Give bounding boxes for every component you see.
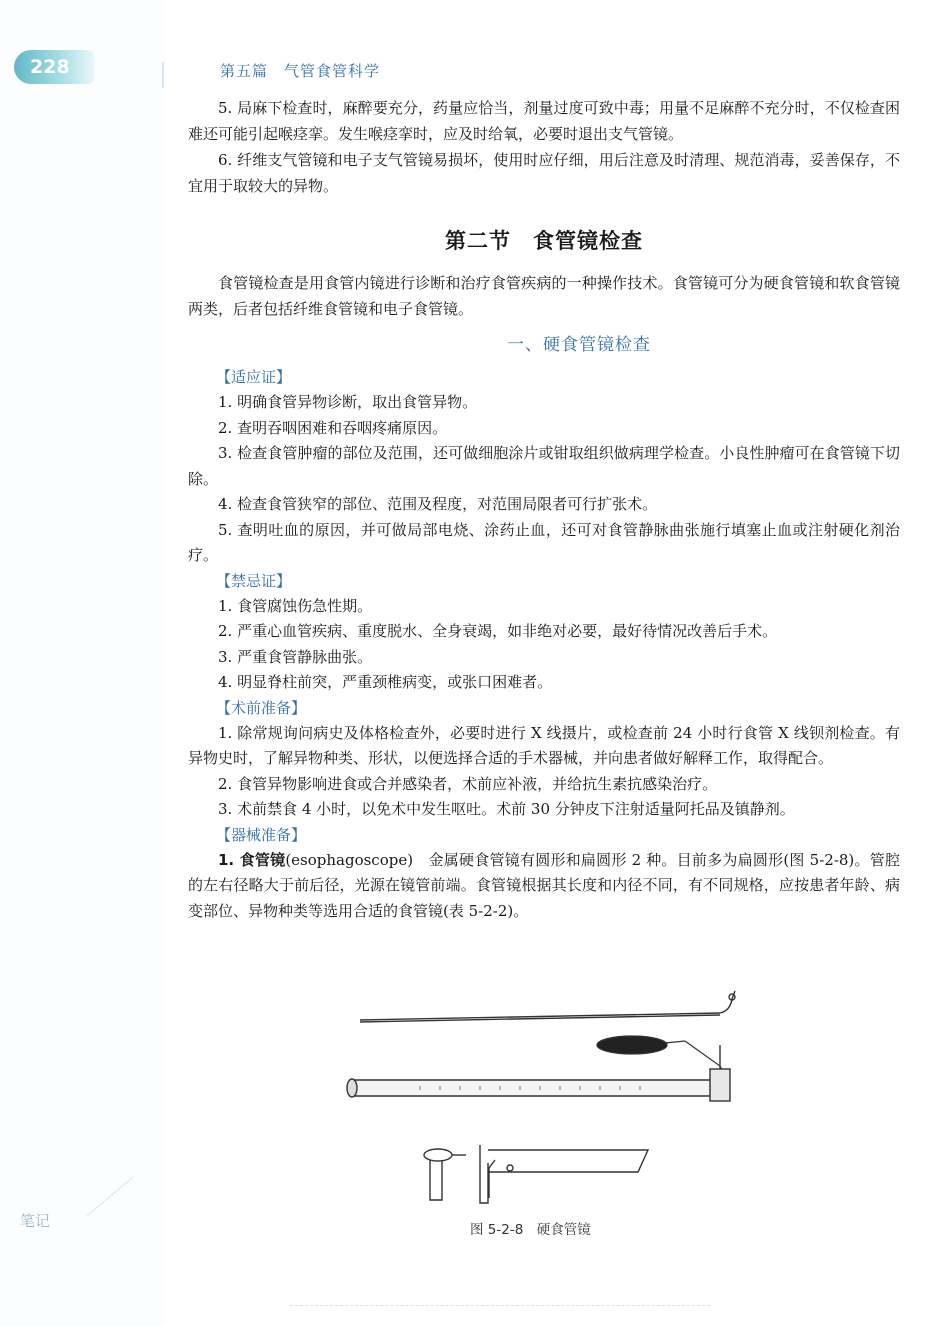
instruments-label: 【器械准备】: [216, 825, 307, 844]
subsection-title: 一、硬食管镜检查: [507, 335, 651, 355]
indications-label: 【适应证】: [216, 368, 292, 386]
list-item: 2. 查明吞咽困难和吞咽疼痛原因。: [218, 418, 448, 437]
preop-label: 【术前准备】: [216, 698, 307, 717]
list-item: 4. 明显脊柱前突，严重颈椎病变，或张口困难者。: [218, 673, 553, 691]
margin-note-label: 笔记: [20, 1212, 51, 1230]
bottom-rule: [290, 1305, 710, 1307]
page-margin: [0, 0, 165, 1326]
list-item: 1. 食管腐蚀伤急性期。: [218, 596, 373, 615]
contraindications-label: 【禁忌证】: [216, 571, 292, 590]
list-item: 2. 严重心血管疾病、重度脱水、全身衰竭，如非绝对必要，最好待情况改善后手术。: [218, 622, 778, 640]
list-item: 1. 除常规询问病史及体格检查外，必要时进行 X 线摄片，或检查前 24 小时行食管 X 线钡剂检查。有异物史时，了解异物种类、形状，以便选择合适的手术器械，并向患者做好解释工作，取得配合。: [188, 723, 900, 767]
list-item: 4. 检查食管狭窄的部位、范围及程度，对范围局限者可行扩张术。: [218, 495, 658, 513]
light-carrier: [597, 1036, 728, 1080]
esophagoscope-figure: [340, 985, 760, 1215]
running-head: 第五篇 气管食管科学: [220, 62, 381, 80]
bougie-rod: [360, 991, 735, 1022]
list-item: 1. 明确食管异物诊断，取出食管异物。: [218, 393, 478, 411]
page-number-badge: 228: [14, 50, 94, 84]
section-title: 第二节 食管镜检查: [445, 229, 643, 253]
list-item: 3. 严重食管静脉曲张。: [218, 647, 373, 666]
figure-caption: 图 5-2-8 硬食管镜: [470, 1222, 591, 1238]
list-item: 3. 检查食管肿瘤的部位及范围，还可做细胞涂片或钳取组织做病理学检查。小良性肿瘤可在食管镜下切除。: [188, 444, 900, 488]
list-item: 5. 查明吐血的原因，并可做局部电烧、涂药止血，还可对食管静脉曲张施行填塞止血或注射硬化剂治疗。: [188, 520, 900, 564]
page-body: [188, 96, 900, 924]
header-ornament: [162, 62, 186, 88]
section-intro: 食管镜检查是用食管内镜进行诊断和治疗食管疾病的一种操作技术。食管镜可分为硬食管镜和软食管镜两类，后者包括纤维食管镜和电子食管镜。: [188, 274, 900, 318]
instrument-paragraph: [188, 848, 900, 925]
instrument-english: (esophagoscope): [285, 850, 414, 869]
instrument-text: 金属硬食管镜有圆形和扁圆形 2 种。目前多为扁圆形(图 5-2-8)。管腔的左右径略大于前后径，光源在镜管前端。食管镜根据其长度和内径不同，有不同规格，应按患者年龄、病变部位、异物种类等选用合适的食管镜(表 5-2-2)。: [188, 850, 900, 920]
list-item: 3. 术前禁食 4 小时，以免术中发生呕吐。术前 30 分钟皮下注射适量阿托品及镇静剂。: [218, 800, 795, 818]
paragraph: 6. 纤维支气管镜和电子支气管镜易损坏，使用时应仔细，用后注意及时清理、规范消毒，妥善保存，不宜用于取较大的异物。: [188, 151, 900, 195]
scope-tube: [347, 1045, 730, 1101]
instrument-term: 1. 食管镜: [218, 850, 286, 869]
list-item: 2. 食管异物影响进食或合并感染者，术前应补液，并给抗生素抗感染治疗。: [218, 774, 718, 793]
paragraph: 5. 局麻下检查时，麻醉要充分，药量应恰当，剂量过度可致中毒；用量不足麻醉不充分时，不仅检查困难还可能引起喉痉挛。发生喉痉挛时，应及时给氧，必要时退出支气管镜。: [188, 99, 900, 143]
handle-parts: [424, 1145, 648, 1203]
